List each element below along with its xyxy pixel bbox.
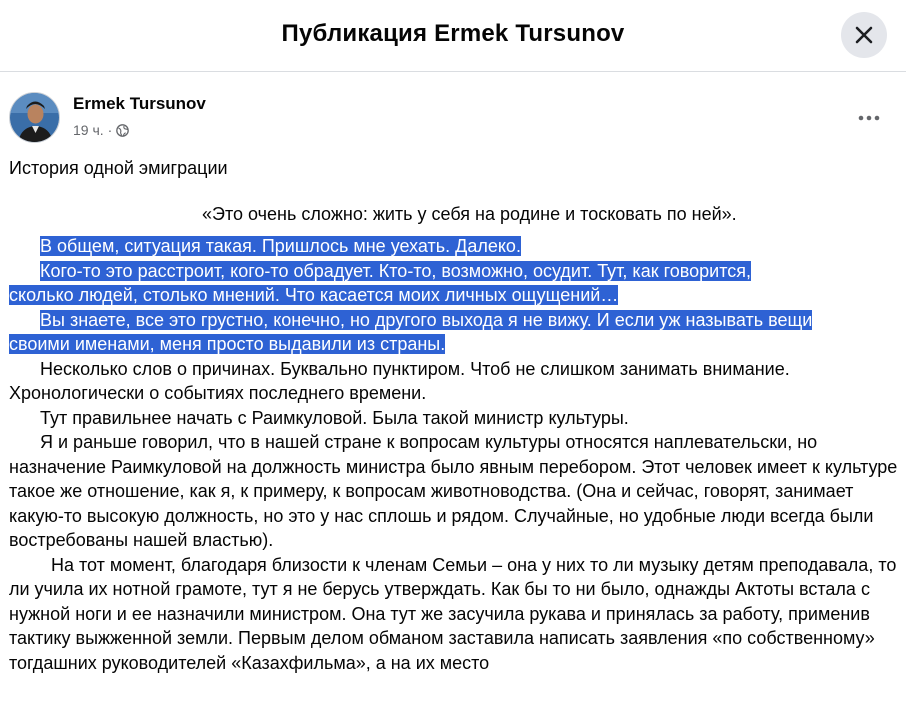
selected-text: своими именами, меня просто выдавили из страны. <box>9 334 446 354</box>
post-header <box>0 86 906 146</box>
selected-line-2 <box>9 259 899 284</box>
selected-text: В общем, ситуация такая. Пришлось мне уехать. Далеко. <box>40 236 521 256</box>
more-horizontal-icon <box>858 115 880 121</box>
more-options-button[interactable] <box>851 100 887 136</box>
post-meta <box>73 122 129 138</box>
paragraph: Тут правильнее начать с Раимкуловой. Была такой министр культуры. <box>40 407 629 428</box>
author-name[interactable]: Ermek Tursunov <box>73 94 206 113</box>
selected-line-5 <box>9 332 899 357</box>
selected-line-1 <box>9 234 899 259</box>
globe-icon <box>116 124 129 137</box>
post-title: История одной эмиграции <box>9 158 228 178</box>
post-body <box>9 156 899 675</box>
paragraph: Я и раньше говорил, что в нашей стране к вопросам культуры относятся наплевательски, но назначение Раимкуловой на должность министра было явным перебором. Этот человек имеет к культуре такое же отношение, как я, к примеру, к вопросам животноводства. (Она и сейчас, говорят, занимает какую-то высокую должность, но это у нас сплошь и рядом. Случайные, но удобные люди всегда были востребованы нашей властью). <box>9 432 898 550</box>
paragraph: Несколько слов о причинах. Буквально пунктиром. Чтоб не слишком занимать внимание. Хронологически о событиях последнего времени. <box>9 358 790 403</box>
selected-text: Кого-то это расстроит, кого-то обрадует. Кто-то, возможно, осудит. Тут, как говорится, <box>40 260 751 281</box>
close-button[interactable] <box>841 12 887 58</box>
paragraph: На тот момент, благодаря близости к членам Семьи – она у них то ли музыку детям преподавала, то ли учила их нотной грамоте, тут я не берусь утверждать. Как бы то ни было, однажды Актоты встала с нужной ноги и ее назначили министром. Она тут же засучила рукава и принялась за работу, применив тактику выжженной земли. Первым делом обманом заставила написать заявления «по собственному» тогдашних руководителей «Казахфильма», а на их место <box>9 554 897 673</box>
meta-separator: · <box>107 122 113 138</box>
modal-title: Публикация Ermek Tursunov <box>281 20 625 47</box>
avatar[interactable] <box>9 92 60 143</box>
post-time[interactable]: 19 ч. <box>73 122 104 138</box>
selected-text: Вы знаете, все это грустно, конечно, но другого выхода я не вижу. И если уж называть вещи <box>40 309 813 330</box>
modal-header <box>0 0 906 72</box>
selected-text: сколько людей, столько мнений. Что касается моих личных ощущений… <box>9 285 619 305</box>
selected-line-3 <box>9 283 899 308</box>
selected-line-4 <box>9 308 899 333</box>
close-icon <box>855 26 873 44</box>
post-epigraph: «Это очень сложно: жить у себя на родине и тосковать по ней». <box>202 203 737 224</box>
